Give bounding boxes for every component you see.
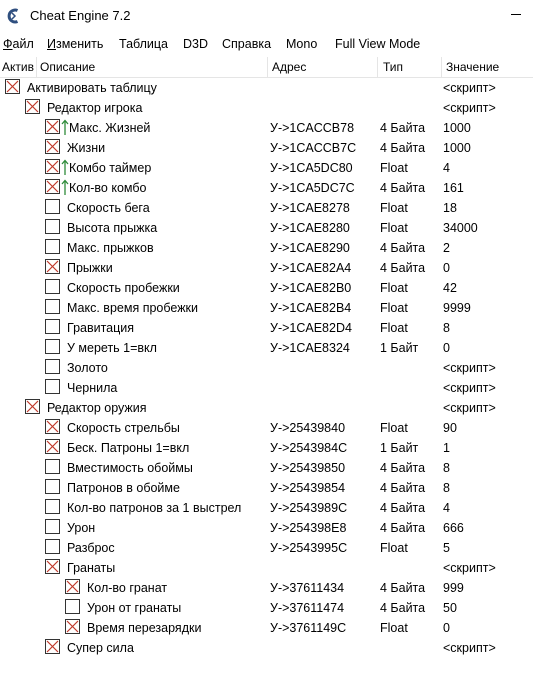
activate-checkbox[interactable] [5, 79, 20, 94]
row-type: 4 Байта [380, 601, 426, 615]
row-value: 999 [443, 581, 464, 595]
activate-checkbox[interactable] [45, 219, 60, 234]
cheat-engine-logo-icon [6, 8, 22, 24]
menu-full-view-mode[interactable]: Full View Mode [335, 37, 421, 51]
row-type: 4 Байта [380, 241, 426, 255]
activate-checkbox[interactable] [45, 519, 60, 534]
row-description: Урон от гранаты [87, 601, 182, 615]
row-value: 50 [443, 601, 457, 615]
row-value: 4 [443, 501, 450, 515]
row-description: Чернила [67, 381, 118, 395]
menu-mono[interactable]: Mono [286, 37, 318, 51]
row-description: Разброс [67, 541, 115, 555]
title-bar [0, 0, 533, 32]
row-address: У->1CACCB7C [270, 141, 357, 155]
row-description: Редактор игрока [47, 101, 143, 115]
row-type: Float [380, 301, 408, 315]
window-title: Cheat Engine 7.2 [30, 8, 131, 23]
row-address: У->1CA5DC80 [270, 161, 353, 175]
row-type: Float [380, 321, 408, 335]
row-address: У->3761149C [270, 621, 347, 635]
table-row[interactable] [0, 558, 533, 578]
row-address: У->1CAE82B4 [270, 301, 352, 315]
activate-checkbox[interactable] [45, 379, 60, 394]
row-type: 4 Байта [380, 581, 426, 595]
row-value: <скрипт> [443, 361, 496, 375]
table-row[interactable] [0, 298, 533, 318]
cross-mark-icon [46, 120, 59, 133]
activate-checkbox[interactable] [45, 559, 60, 574]
row-description: Макс. Жизней [69, 121, 151, 135]
row-type: 4 Байта [380, 461, 426, 475]
table-row[interactable] [0, 498, 533, 518]
column-value[interactable]: Значение [446, 60, 500, 74]
row-value: 5 [443, 541, 450, 555]
row-description: Гранаты [67, 561, 116, 575]
row-address: У->25439840 [270, 421, 346, 435]
activate-checkbox[interactable] [65, 619, 80, 634]
row-type: 4 Байта [380, 181, 426, 195]
table-row[interactable] [0, 318, 533, 338]
row-description: Гравитация [67, 321, 135, 335]
activate-checkbox[interactable] [45, 259, 60, 274]
row-description: Время перезарядки [87, 621, 202, 635]
table-row[interactable] [0, 418, 533, 438]
row-value: 42 [443, 281, 457, 295]
row-value: <скрипт> [443, 381, 496, 395]
row-description: Активировать таблицу [27, 81, 157, 95]
table-row[interactable] [0, 278, 533, 298]
activate-checkbox[interactable] [45, 339, 60, 354]
activate-checkbox[interactable] [45, 319, 60, 334]
row-address: У->1CAE8280 [270, 221, 350, 235]
row-value: 8 [443, 321, 450, 335]
row-value: 9999 [443, 301, 471, 315]
activate-checkbox[interactable] [45, 479, 60, 494]
row-type: 4 Байта [380, 521, 426, 535]
activate-checkbox[interactable] [45, 299, 60, 314]
row-value: <скрипт> [443, 561, 496, 575]
activate-checkbox[interactable] [25, 399, 40, 414]
cross-mark-icon [46, 560, 59, 573]
activate-checkbox[interactable] [45, 439, 60, 454]
row-description: Редактор оружия [47, 401, 147, 415]
up-arrow-icon [61, 119, 69, 136]
row-value: <скрипт> [443, 101, 496, 115]
activate-checkbox[interactable] [45, 159, 60, 174]
row-value: 161 [443, 181, 464, 195]
table-row[interactable] [0, 578, 533, 598]
row-value: <скрипт> [443, 81, 496, 95]
row-type: Float [380, 541, 408, 555]
row-value: 1 [443, 441, 450, 455]
row-type: 4 Байта [380, 261, 426, 275]
row-description: Кол-во комбо [69, 181, 147, 195]
up-arrow-icon [61, 159, 69, 176]
row-type: 4 Байта [380, 481, 426, 495]
cross-mark-icon [46, 640, 59, 653]
row-description: Вместимость обоймы [67, 461, 193, 475]
row-address: У->37611474 [270, 601, 345, 615]
row-type: Float [380, 201, 408, 215]
cross-mark-icon [46, 420, 59, 433]
cross-mark-icon [26, 400, 39, 413]
row-value: <скрипт> [443, 401, 496, 415]
activate-checkbox[interactable] [45, 279, 60, 294]
row-address: У->1CAE8290 [270, 241, 350, 255]
row-address: У->254398E8 [270, 521, 347, 535]
row-description: Беск. Патроны 1=вкл [67, 441, 190, 455]
cross-mark-icon [46, 160, 59, 173]
activate-checkbox[interactable] [65, 579, 80, 594]
table-row[interactable] [0, 258, 533, 278]
column-active[interactable]: Актив [2, 60, 34, 74]
table-row[interactable] [0, 118, 533, 138]
table-row[interactable] [0, 518, 533, 538]
row-value: 4 [443, 161, 450, 175]
row-value: 90 [443, 421, 457, 435]
table-row[interactable] [0, 98, 533, 118]
row-value: <скрипт> [443, 641, 496, 655]
row-description: Высота прыжка [67, 221, 158, 235]
cross-mark-icon [46, 260, 59, 273]
row-type: Float [380, 221, 408, 235]
row-value: 0 [443, 341, 450, 355]
activate-checkbox[interactable] [45, 239, 60, 254]
row-description: Комбо таймер [69, 161, 152, 175]
row-description: Макс. прыжков [67, 241, 154, 255]
row-value: 666 [443, 521, 464, 535]
table-row[interactable] [0, 398, 533, 418]
row-address: У->2543989C [270, 501, 348, 515]
activate-checkbox[interactable] [45, 359, 60, 374]
table-row[interactable] [0, 458, 533, 478]
table-row[interactable] [0, 478, 533, 498]
row-address: У->25439854 [270, 481, 346, 495]
row-address: У->1CAE82D4 [270, 321, 352, 335]
row-description: Кол-во гранат [87, 581, 168, 595]
table-row[interactable] [0, 218, 533, 238]
table-row[interactable] [0, 378, 533, 398]
cross-mark-icon [46, 140, 59, 153]
row-value: 18 [443, 201, 457, 215]
menu-edit[interactable]: Изменить [47, 37, 104, 51]
row-description: Супер сила [67, 641, 134, 655]
row-address: У->1CACCB78 [270, 121, 355, 135]
table-row[interactable] [0, 158, 533, 178]
row-address: У->37611434 [270, 581, 345, 595]
cross-mark-icon [26, 100, 39, 113]
table-row[interactable] [0, 178, 533, 198]
cross-mark-icon [66, 580, 79, 593]
activate-checkbox[interactable] [65, 599, 80, 614]
row-address: У->2543995C [270, 541, 348, 555]
row-description: Макс. время пробежки [67, 301, 199, 315]
row-type: 4 Байта [380, 141, 426, 155]
table-row[interactable] [0, 78, 533, 98]
table-row[interactable] [0, 538, 533, 558]
activate-checkbox[interactable] [45, 499, 60, 514]
activate-checkbox[interactable] [45, 639, 60, 654]
row-value: 1000 [443, 141, 471, 155]
table-row[interactable] [0, 638, 533, 658]
row-address: У->2543984C [270, 441, 348, 455]
row-value: 8 [443, 481, 450, 495]
cross-mark-icon [46, 440, 59, 453]
row-address: У->1CAE82A4 [270, 261, 352, 275]
row-description: Кол-во патронов за 1 выстрел [67, 501, 242, 515]
column-header [0, 57, 533, 78]
row-value: 0 [443, 621, 450, 635]
row-description: Скорость бега [67, 201, 150, 215]
row-type: 4 Байта [380, 501, 426, 515]
row-type: 1 Байт [380, 441, 419, 455]
row-address: У->1CA5DC7C [270, 181, 355, 195]
row-value: 0 [443, 261, 450, 275]
menu-d3d[interactable]: D3D [183, 37, 209, 51]
activate-checkbox[interactable] [45, 419, 60, 434]
row-value: 34000 [443, 221, 478, 235]
activate-checkbox[interactable] [25, 99, 40, 114]
row-value: 1000 [443, 121, 471, 135]
column-address[interactable]: Адрес [272, 60, 307, 74]
row-description: Скорость стрельбы [67, 421, 180, 435]
up-arrow-icon [61, 179, 69, 196]
row-description: Золото [67, 361, 108, 375]
activate-checkbox[interactable] [45, 199, 60, 214]
activate-checkbox[interactable] [45, 179, 60, 194]
activate-checkbox[interactable] [45, 459, 60, 474]
menu-file[interactable]: Файл [3, 37, 34, 51]
table-row[interactable] [0, 338, 533, 358]
minimize-button[interactable] [511, 14, 521, 15]
table-row[interactable] [0, 598, 533, 618]
table-row[interactable] [0, 198, 533, 218]
row-type: Float [380, 421, 408, 435]
row-type: Float [380, 621, 408, 635]
row-address: У->1CAE8278 [270, 201, 350, 215]
table-row[interactable] [0, 138, 533, 158]
table-row[interactable] [0, 358, 533, 378]
row-type: Float [380, 161, 408, 175]
row-description: Прыжки [67, 261, 113, 275]
row-description: У мереть 1=вкл [67, 341, 157, 355]
table-row[interactable] [0, 438, 533, 458]
row-address: У->1CAE82B0 [270, 281, 352, 295]
activate-checkbox[interactable] [45, 539, 60, 554]
menu-bar [0, 34, 533, 54]
cross-mark-icon [66, 620, 79, 633]
row-value: 8 [443, 461, 450, 475]
menu-table[interactable]: Таблица [119, 37, 169, 51]
activate-checkbox[interactable] [45, 139, 60, 154]
row-type: Float [380, 281, 408, 295]
row-description: Урон [67, 521, 96, 535]
table-row[interactable] [0, 238, 533, 258]
menu-help[interactable]: Справка [222, 37, 272, 51]
row-value: 2 [443, 241, 450, 255]
row-description: Патронов в обойме [67, 481, 180, 495]
cross-mark-icon [46, 180, 59, 193]
column-description[interactable]: Описание [40, 60, 96, 74]
row-description: Скорость пробежки [67, 281, 180, 295]
cross-mark-icon [6, 80, 19, 93]
row-address: У->1CAE8324 [270, 341, 350, 355]
row-description: Жизни [67, 141, 106, 155]
row-type: 4 Байта [380, 121, 426, 135]
column-type[interactable]: Тип [383, 60, 404, 74]
row-type: 1 Байт [380, 341, 419, 355]
activate-checkbox[interactable] [45, 119, 60, 134]
table-row[interactable] [0, 618, 533, 638]
row-address: У->25439850 [270, 461, 346, 475]
